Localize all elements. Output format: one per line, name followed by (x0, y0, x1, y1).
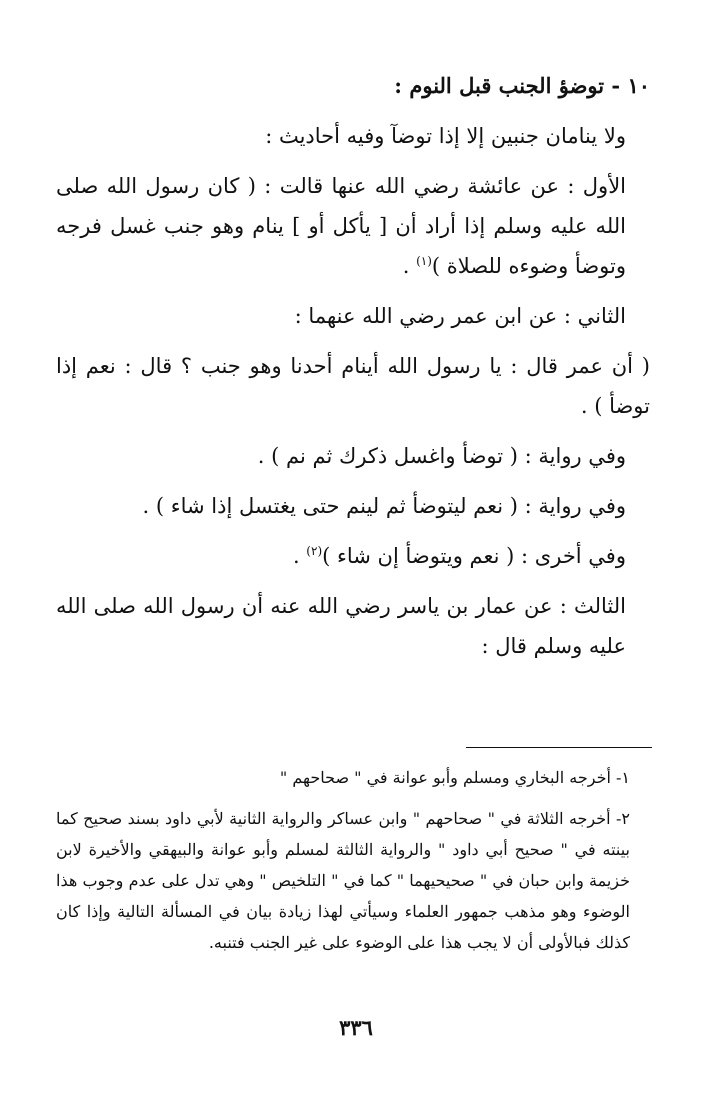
hadith-1-end: . (402, 254, 417, 278)
intro-line: ولا ينامان جنبين إلا إذا توضآ وفيه أحاديث : (265, 124, 626, 148)
hadith-2-intro: الثاني : عن ابن عمر رضي الله عنهما : (294, 304, 626, 328)
footnote-marker-1: (١) (416, 254, 432, 268)
main-text (56, 66, 650, 666)
footnotes (56, 762, 654, 958)
hadith-1-text: الأول : عن عائشة رضي الله عنها قالت : ( كان رسول الله صلى الله عليه وسلم إذا أراد أن [ يأكل أو ] ينام وهو جنب غسل فرجه وتوضأ وضوءه للصلاة ) (56, 174, 626, 278)
section-heading: ١٠ - توضؤ الجنب قبل النوم : (394, 73, 650, 98)
ukhra-text: وفي أخرى : ( نعم ويتوضأ إن شاء ) (322, 544, 626, 568)
footnote-marker-2: (٢) (306, 544, 323, 558)
page-number: ٣٣٦ (339, 1015, 373, 1040)
ukhra-end: . (292, 544, 307, 568)
footnote-1: ١- أخرجه البخاري ومسلم وأبو عوانة في " صحاحهم " (279, 768, 630, 787)
footnote-separator (466, 747, 652, 748)
riwaya-2: وفي رواية : ( نعم ليتوضأ ثم لينم حتى يغتسل إذا شاء ) . (142, 494, 626, 518)
hadith-1 (56, 166, 650, 286)
ukhra (56, 536, 650, 576)
hadith-3: الثالث : عن عمار بن ياسر رضي الله عنه أن رسول الله صلى الله عليه وسلم قال : (56, 594, 626, 658)
hadith-2-text: ( أن عمر قال : يا رسول الله أينام أحدنا وهو جنب ؟ قال : نعم إذا توضأ ) . (56, 354, 650, 418)
riwaya-1: وفي رواية : ( توضأ واغسل ذكرك ثم نم ) . (257, 444, 626, 468)
footnote-2: ٢- أخرجه الثلاثة في " صحاحهم " وابن عساكر والرواية الثانية لأبي داود بسند صحيح كما بينته في " صحيح أبي داود " والرواية الثالثة لمسلم وأبو عوانة والبيهقي والأخيرة لابن خزيمة وابن حبان في " صحيحيهما " كما في " التلخيص " وهي تدل على عدم وجوب هذا الوضوء وهو مذهب جمهور العلماء وسيأتي لهذا زيادة بيان في المسألة التالية وإذا كان كذلك فبالأولى أن لا يجب هذا على الوضوء على غير الجنب فتنبه. (56, 809, 631, 952)
